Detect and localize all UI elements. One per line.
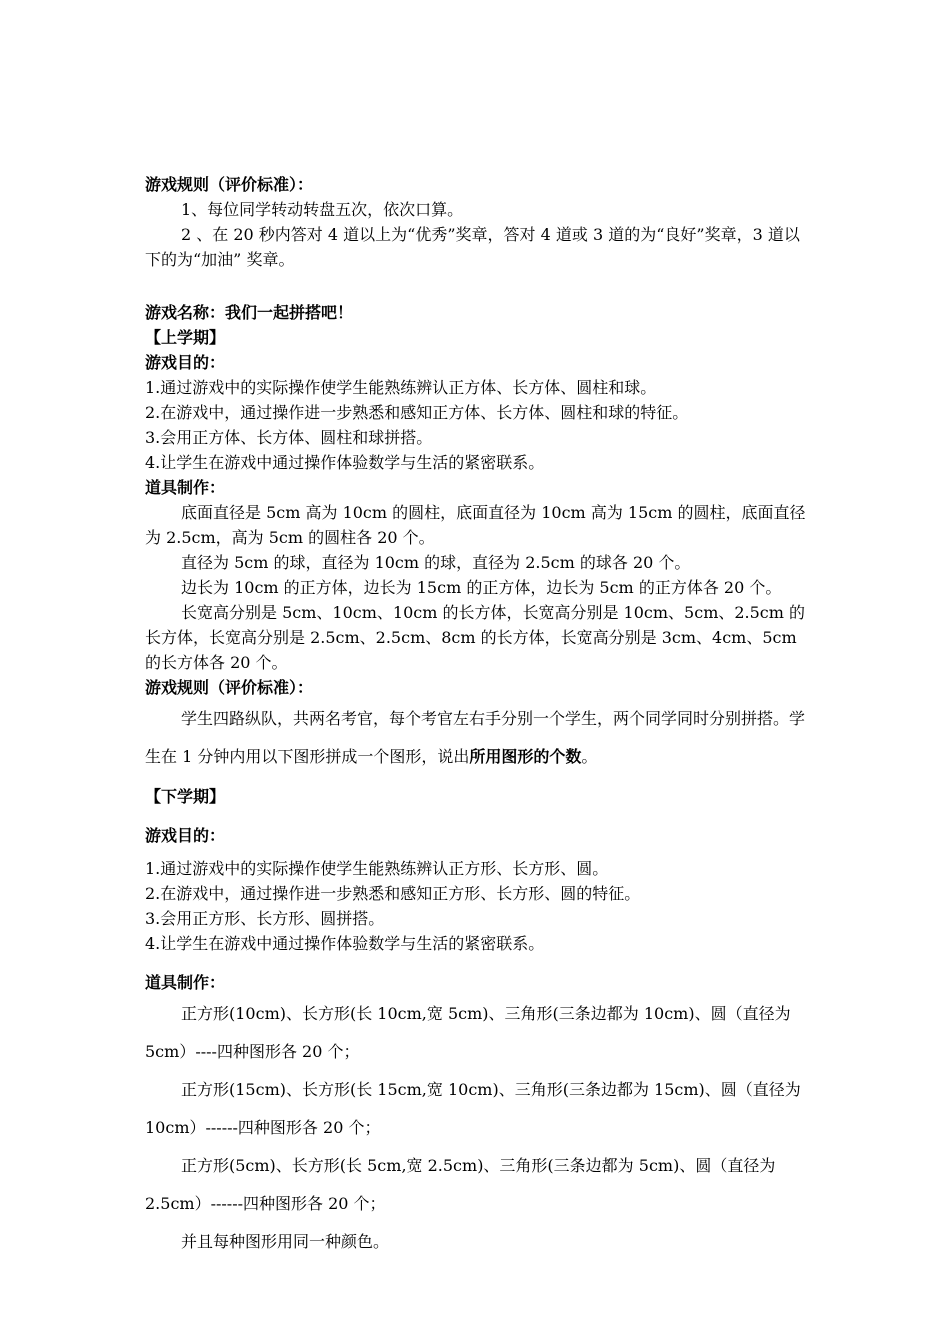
term2-purpose-1: 1.通过游戏中的实际操作使学生能熟练辨认正方形、长方形、圆。 <box>145 859 609 878</box>
term1-props-heading: 道具制作： <box>145 478 226 497</box>
term1-rule-main: 学生四路纵队，共两名考官，每个考官左右手分别一个学生，两个同学同时分别拼搭。学生在 1 分钟内用以下图形拼成一个图形，说出 <box>145 709 806 766</box>
term1-rule-bold: 所用图形的个数 <box>469 747 582 766</box>
term2-purpose-4: 4.让学生在游戏中通过操作体验数学与生活的紧密联系。 <box>145 934 545 953</box>
document-body <box>145 172 810 1261</box>
term1-prop-1: 底面直径是 5cm 高为 10cm 的圆柱，底面直径为 10cm 高为 15cm 的圆柱，底面直径为 2.5cm，高为 5cm 的圆柱各 20 个。 <box>145 503 806 547</box>
term2-prop-1: 正方形(10cm)、长方形(长 10cm,宽 5cm)、三角形(三条边都为 10cm)、圆（直径为 5cm）----四种图形各 20 个； <box>145 1004 791 1061</box>
term1-prop-3: 边长为 10cm 的正方体，边长为 15cm 的正方体，边长为 5cm 的正方体各 20 个。 <box>181 578 782 597</box>
term1-purpose-heading: 游戏目的： <box>145 353 226 372</box>
rules-heading-1: 游戏规则（评价标准）： <box>145 175 314 194</box>
term2-prop-2: 正方形(15cm)、长方形(长 15cm,宽 10cm)、三角形(三条边都为 15cm)、圆（直径为 10cm）------四种图形各 20 个； <box>145 1080 801 1137</box>
game-name: 游戏名称：我们一起拼搭吧！ <box>145 303 354 322</box>
term1-purpose-2: 2.在游戏中，通过操作进一步熟悉和感知正方体、长方体、圆柱和球的特征。 <box>145 403 689 422</box>
rule-item-1: 1、每位同学转动转盘五次，依次口算。 <box>181 200 464 219</box>
term1-rule-end: 。 <box>581 747 598 766</box>
term1-purpose-1: 1.通过游戏中的实际操作使学生能熟练辨认正方体、长方体、圆柱和球。 <box>145 378 657 397</box>
term1-rule-text <box>145 700 810 776</box>
term1-prop-2: 直径为 5cm 的球，直径为 10cm 的球，直径为 2.5cm 的球各 20 个。 <box>181 553 691 572</box>
term2-purpose-heading: 游戏目的： <box>145 826 226 845</box>
term1-prop-4: 长宽高分别是 5cm、10cm、10cm 的长方体，长宽高分别是 10cm、5cm、2.5cm 的长方体，长宽高分别是 2.5cm、2.5cm、8cm 的长方体，长宽高分别是 3cm、4cm、5cm 的长方体各 20 个。 <box>145 603 806 672</box>
term2-purpose-3: 3.会用正方形、长方形、圆拼搭。 <box>145 909 385 928</box>
term1-rules-heading: 游戏规则（评价标准）： <box>145 678 314 697</box>
term1-label: 【上学期】 <box>145 328 226 347</box>
term2-props-heading: 道具制作： <box>145 973 226 992</box>
term1-purpose-4: 4.让学生在游戏中通过操作体验数学与生活的紧密联系。 <box>145 453 545 472</box>
term2-label: 【下学期】 <box>145 787 226 806</box>
term1-purpose-3: 3.会用正方体、长方体、圆柱和球拼搭。 <box>145 428 433 447</box>
term2-prop-3: 正方形(5cm)、长方形(长 5cm,宽 2.5cm)、三角形(三条边都为 5cm)、圆（直径为 2.5cm）------四种图形各 20 个； <box>145 1156 776 1213</box>
term2-purpose-2: 2.在游戏中，通过操作进一步熟悉和感知正方形、长方形、圆的特征。 <box>145 884 641 903</box>
rule-item-2: 2 、在 20 秒内答对 4 道以上为“优秀”奖章，答对 4 道或 3 道的为“良好”奖章，3 道以下的为“加油” 奖章。 <box>145 225 800 269</box>
term2-prop-4: 并且每种图形用同一种颜色。 <box>181 1232 390 1251</box>
